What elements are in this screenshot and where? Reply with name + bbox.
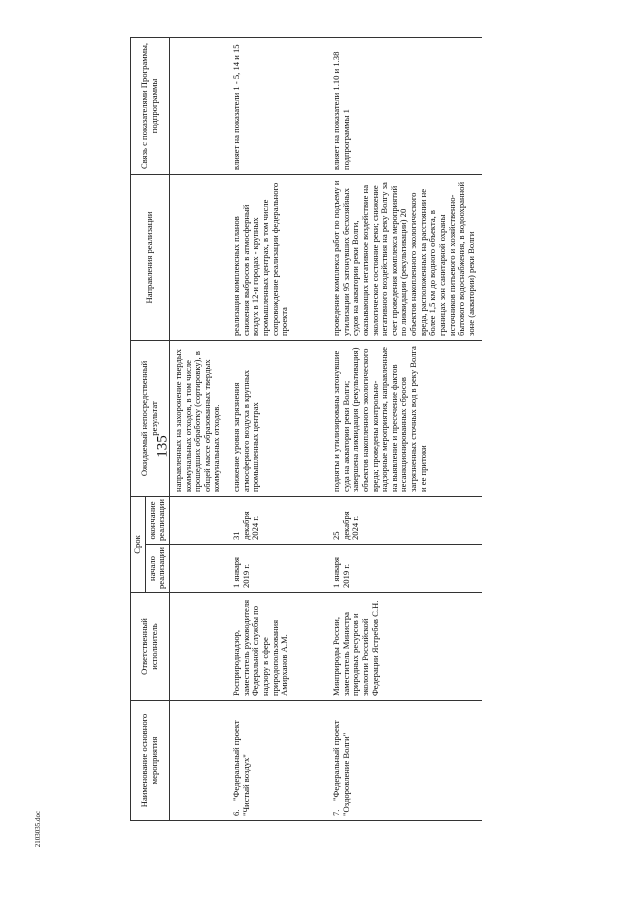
header-end: окончание реализации	[145, 496, 169, 544]
program-activities-table-wrap	[130, 38, 574, 821]
continuation-result: направленных на захоронение твердых коммунальных отходов, в том числе прошедших обработку (сортировку), в общей массе образованных твердых коммунальных отходов.	[169, 340, 228, 496]
row-7-directions: проведение комплекса работ по подъему и утилизации 95 затонувших бесхозяйных судов на акватории реки Волги, оказывающих негативное воздействие на экологическое состояние реки; снижение негативного воздействия на реку Волгу за счет проведения комплекса мероприятий по ликвидации (рекультивации) 20 объектов накопленного экологического вреда, расположенных на расстоянии не более 1,5 км до водного объекта, в границах зон санитарной охраны источников питьевого и хозяйственно-бытового водоснабжения, в водоохранной зоне (акватории) реки Волги	[328, 174, 482, 340]
row-6-start: 1 января 2019 г.	[228, 544, 328, 592]
footer-file-name: 2103035.doc	[34, 810, 42, 848]
row-7-end: 25 декабря 2024 г.	[328, 496, 482, 544]
header-directions: Направления реализации	[131, 174, 170, 340]
header-term: Срок	[131, 496, 146, 592]
row-6-result: снижение уровня загрязнения атмосферного воздуха в крупных промышленных центрах	[228, 340, 328, 496]
table-header-row	[131, 37, 146, 820]
row-7-link: влияет на показатели 1.10 и 1.38 подпрограммы 1	[328, 37, 482, 174]
program-activities-table	[130, 36, 482, 820]
header-result: Ожидаемый непосредственный результат	[131, 340, 170, 496]
row-7-name: 7. "Федеральный проект "Оздоровление Волги"	[328, 700, 482, 820]
table-row	[228, 37, 328, 820]
row-6-link: влияет на показатели 1 - 5, 14 и 15	[228, 37, 328, 174]
rotated-page-content	[52, 38, 588, 868]
table-row-continuation	[169, 37, 228, 820]
header-start: начало реализации	[145, 544, 169, 592]
row-6-name: 6. "Федеральный проект "Чистый воздух"	[228, 700, 328, 820]
row-6-responsible: Росприроднадзор, заместитель руководителя Федеральной службы по надзору в сфере природопользования Амирханов А.М.	[228, 592, 328, 700]
row-6-end: 31 декабря 2024 г.	[228, 496, 328, 544]
header-name: Наименование основного мероприятия	[131, 700, 170, 820]
row-7-start: 1 января 2019 г.	[328, 544, 482, 592]
row-7-responsible: Минприроды России, заместитель Министра природных ресурсов и экологии Российской Федерации Ястребов С.Н.	[328, 592, 482, 700]
row-6-directions: реализация комплексных планов снижения выбросов в атмосферный воздух в 12-и городах - крупных промышленных центрах, в том числе сопровождение реализации федерального проекта	[228, 174, 328, 340]
header-link: Связь с показателями Программы, подпрограммы	[131, 37, 170, 174]
table-row	[328, 37, 482, 820]
header-responsible: Ответственный исполнитель	[131, 592, 170, 700]
page-number: 135	[154, 435, 171, 458]
row-7-result: подняты и утилизированы затонувшие суда на акватории реки Волги; завершена ликвидация (рекультивация) объектов накопленного экологического вреда; проведены контрольно-надзорные мероприятия, направленные на выявление и пресечение фактов несанкционированных сбросов загрязненных сточных вод в реку Волга и ее притоки	[328, 340, 482, 496]
